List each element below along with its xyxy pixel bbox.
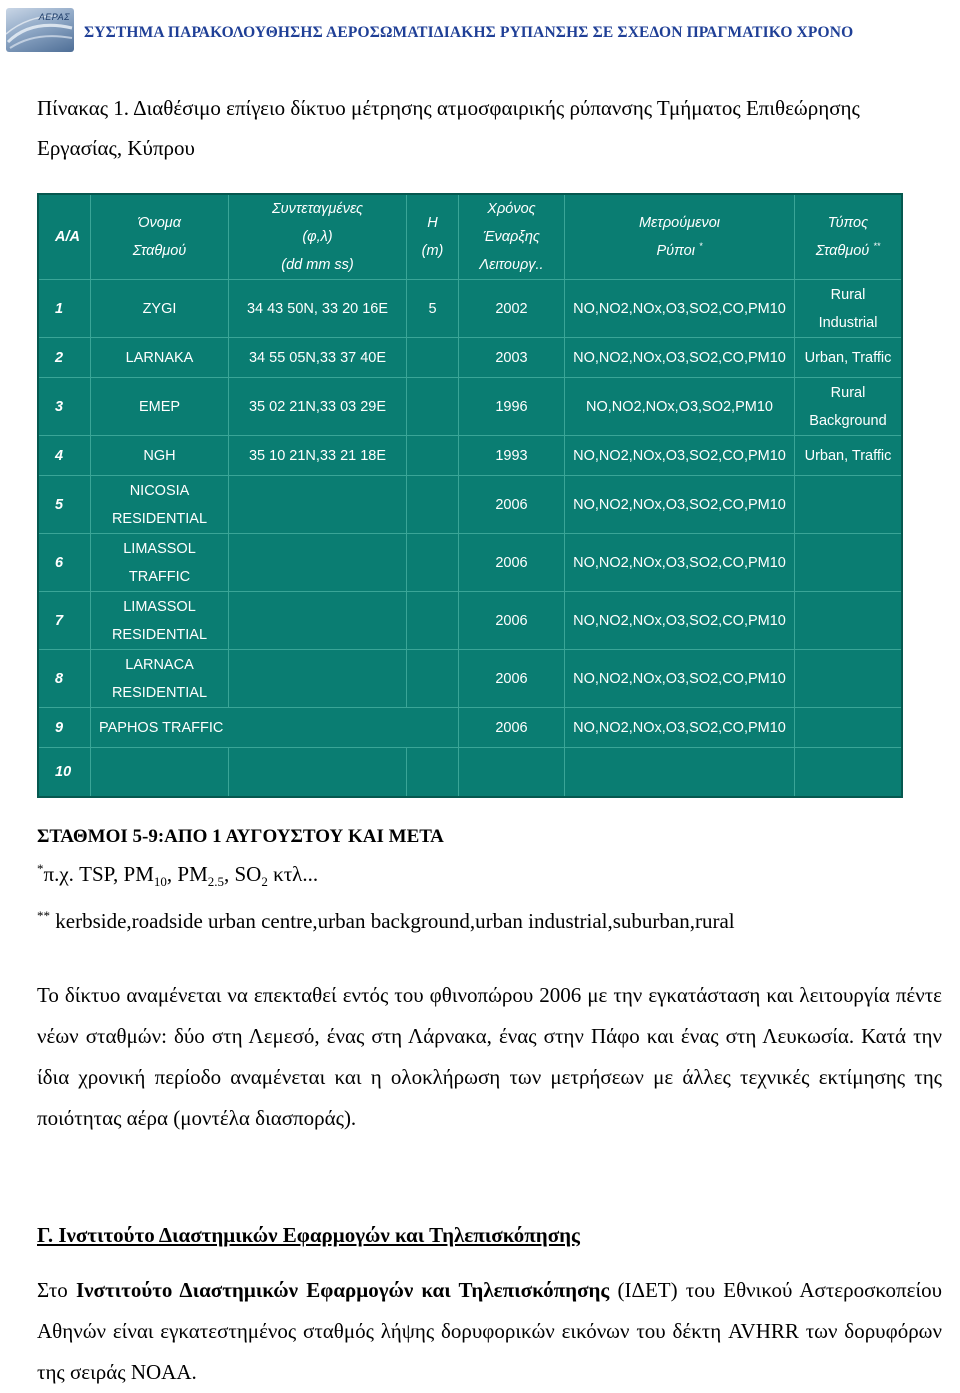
table-row xyxy=(39,338,901,378)
cell-height xyxy=(407,748,459,796)
cell-station-name xyxy=(91,748,229,796)
cell-start-year: 1993 xyxy=(459,436,565,476)
cell-pollutants: NO,NO2,NOx,O3,SO2,CO,PM10 xyxy=(565,650,795,708)
cell-aa: 5 xyxy=(39,476,91,534)
cell-aa: 2 xyxy=(39,338,91,378)
cell-station-name: LARNACA RESIDENTIAL xyxy=(91,650,229,708)
cell-aa: 7 xyxy=(39,592,91,650)
header-station-name: Όνομα Σταθμού xyxy=(91,195,229,280)
cell-station-type: Rural Industrial xyxy=(795,280,901,338)
cell-height xyxy=(407,592,459,650)
table-row xyxy=(39,748,901,796)
cell-start-year: 2006 xyxy=(459,476,565,534)
stations-note: ΣΤΑΘΜΟΙ 5-9:ΑΠΟ 1 ΑΥΓΟΥΣΤΟΥ ΚΑΙ ΜΕΤΑ xyxy=(37,826,444,847)
cell-station-name: LARNAKA xyxy=(91,338,229,378)
cell-station-type xyxy=(795,534,901,592)
header-start-time: Χρόνος Έναρξης Λειτουργ.. xyxy=(459,195,565,280)
cell-station-name: EMEP xyxy=(91,378,229,436)
cell-coordinates xyxy=(229,476,407,534)
cell-height xyxy=(407,378,459,436)
table-caption: Πίνακας 1. Διαθέσιμο επίγειο δίκτυο μέτρησης ατμοσφαιρικής ρύπανσης Τμήματος Επιθεώρησης Εργασίας, Κύπρου xyxy=(37,96,860,160)
cell-coordinates xyxy=(229,592,407,650)
table-row xyxy=(39,708,901,748)
cell-station-type xyxy=(795,708,901,748)
footnote-station-types: ** kerbside,roadside urban centre,urban background,urban industrial,suburban,rural xyxy=(37,908,735,934)
table-row xyxy=(39,280,901,338)
cell-height xyxy=(407,476,459,534)
cell-station-type xyxy=(795,476,901,534)
section-title: Γ. Ινστιτούτο Διαστημικών Εφαρμογών και Τηλεπισκόπησης xyxy=(37,1223,580,1247)
cell-start-year: 2006 xyxy=(459,650,565,708)
cell-height xyxy=(407,338,459,378)
cell-station-name: LIMASSOL RESIDENTIAL xyxy=(91,592,229,650)
header-station-type: Τύπος Σταθμού ** xyxy=(795,195,901,280)
cell-aa: 6 xyxy=(39,534,91,592)
cell-aa: 8 xyxy=(39,650,91,708)
cell-pollutants xyxy=(565,748,795,796)
cell-start-year xyxy=(459,748,565,796)
header-pollutants: Μετρούμενοι Ρύποι * xyxy=(565,195,795,280)
cell-pollutants: NO,NO2,NOx,O3,SO2,PM10 xyxy=(565,378,795,436)
logo-text: ΑΕΡΑΣ xyxy=(38,12,70,22)
cell-height: 5 xyxy=(407,280,459,338)
cell-station-type: Urban, Traffic xyxy=(795,338,901,378)
header-aa: Α/Α xyxy=(39,195,91,280)
cell-station-type: Urban, Traffic xyxy=(795,436,901,476)
cell-pollutants: NO,NO2,NOx,O3,SO2,CO,PM10 xyxy=(565,534,795,592)
cell-station-type: Rural Background xyxy=(795,378,901,436)
cell-pollutants: NO,NO2,NOx,O3,SO2,CO,PM10 xyxy=(565,338,795,378)
cell-pollutants: NO,NO2,NOx,O3,SO2,CO,PM10 xyxy=(565,592,795,650)
table-row xyxy=(39,592,901,650)
cell-start-year: 1996 xyxy=(459,378,565,436)
cell-start-year: 2002 xyxy=(459,280,565,338)
stations-table xyxy=(37,193,903,798)
cell-pollutants: NO,NO2,NOx,O3,SO2,CO,PM10 xyxy=(565,708,795,748)
aeras-logo xyxy=(6,8,74,52)
table-row xyxy=(39,650,901,708)
cell-aa: 4 xyxy=(39,436,91,476)
cell-height xyxy=(407,534,459,592)
table-row xyxy=(39,378,901,436)
cell-start-year: 2006 xyxy=(459,534,565,592)
table-row xyxy=(39,534,901,592)
cell-station-name: LIMASSOL TRAFFIC xyxy=(91,534,229,592)
cell-start-year: 2003 xyxy=(459,338,565,378)
cell-station-name: PAPHOS TRAFFIC xyxy=(91,708,459,748)
cell-aa: 9 xyxy=(39,708,91,748)
body-paragraph-institute: Στο Ινστιτούτο Διαστημικών Εφαρμογών και Τηλεπισκόπησης (ΙΔΕΤ) του Εθνικού Αστεροσκοπείου Αθηνών είναι εγκατεστημένος σταθμός λήψης δορυφορικών εικόνων του δέκτη AVHRR των δορυφόρων της σειράς NOAA. xyxy=(37,1278,942,1384)
cell-height xyxy=(407,650,459,708)
cell-coordinates xyxy=(229,534,407,592)
cell-station-type xyxy=(795,748,901,796)
cell-station-type xyxy=(795,592,901,650)
header-title: ΣΥΣΤΗΜΑ ΠΑΡΑΚΟΛΟΥΘΗΣΗΣ ΑΕΡΟΣΩΜΑΤΙΔΙΑΚΗΣ ΡΥΠΑΝΣΗΣ ΣΕ ΣΧΕΔΟΝ ΠΡΑΓΜΑΤΙΚΟ ΧΡΟΝΟ xyxy=(84,24,854,41)
cell-station-type xyxy=(795,650,901,708)
cell-station-name: NICOSIA RESIDENTIAL xyxy=(91,476,229,534)
cell-coordinates: 35 10 21N,33 21 18E xyxy=(229,436,407,476)
cell-start-year: 2006 xyxy=(459,592,565,650)
cell-aa: 3 xyxy=(39,378,91,436)
cell-height xyxy=(407,436,459,476)
table-notes xyxy=(37,822,927,938)
cell-start-year: 2006 xyxy=(459,708,565,748)
table-header-row xyxy=(39,195,901,280)
cell-pollutants: NO,NO2,NOx,O3,SO2,CO,PM10 xyxy=(565,280,795,338)
cell-coordinates xyxy=(229,650,407,708)
cell-coordinates xyxy=(229,748,407,796)
header-coordinates: Συντεταγμένες (φ,λ) (dd mm ss) xyxy=(229,195,407,280)
page-header xyxy=(0,0,960,60)
cell-pollutants: NO,NO2,NOx,O3,SO2,CO,PM10 xyxy=(565,476,795,534)
cell-coordinates: 34 43 50N, 33 20 16E xyxy=(229,280,407,338)
cell-coordinates: 34 55 05N,33 37 40E xyxy=(229,338,407,378)
footnote-pollutants: *π.χ. TSP, $PM_{10}$, $PM_{2.5}$, $SO_2$ κτλ... xyxy=(37,861,319,890)
table-row xyxy=(39,476,901,534)
cell-station-name: ZYGI xyxy=(91,280,229,338)
cell-aa: 10 xyxy=(39,748,91,796)
cell-aa: 1 xyxy=(39,280,91,338)
header-height: H (m) xyxy=(407,195,459,280)
cell-pollutants: NO,NO2,NOx,O3,SO2,CO,PM10 xyxy=(565,436,795,476)
cell-station-name: NGH xyxy=(91,436,229,476)
table-row xyxy=(39,436,901,476)
body-paragraph: Το δίκτυο αναμένεται να επεκταθεί εντός του φθινοπώρου 2006 με την εγκατάσταση και λειτουργία πέντε νέων σταθμών: δύο στη Λεμεσό, ένας στη Λάρνακα, ένας στην Πάφο και ένας στη Λευκωσία. Κατά την ίδια χρονική περίοδο αναμένεται και η ολοκλήρωση των μετρήσεων με άλλες τεχνικές εκτίμησης της ποιότητας αέρα (μοντέλα διασποράς). xyxy=(37,983,942,1130)
cell-coordinates: 35 02 21N,33 03 29E xyxy=(229,378,407,436)
